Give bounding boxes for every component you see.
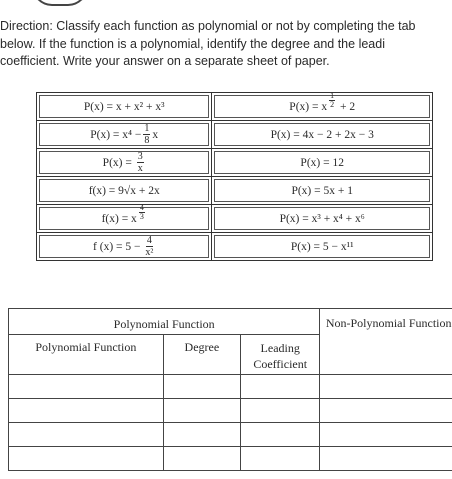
direction-line-3: coefficient. Write your answer on a separate sheet of paper. bbox=[0, 54, 330, 68]
table-row bbox=[37, 93, 433, 121]
table-row bbox=[37, 177, 433, 205]
answer-cell bbox=[320, 447, 452, 471]
answer-cell bbox=[9, 375, 164, 399]
directions-text bbox=[0, 18, 452, 71]
answer-cell bbox=[9, 399, 164, 423]
column-header-polynomial: Polynomial Function bbox=[9, 335, 164, 375]
column-header-leading-coefficient: Leading Coefficient bbox=[241, 335, 320, 375]
answer-cell bbox=[9, 447, 164, 471]
function-cell: P(x) = x⁴ − $\frac{1}{8}$ x bbox=[37, 121, 212, 149]
answer-cell bbox=[320, 375, 452, 399]
table-row bbox=[9, 399, 452, 423]
column-header-degree: Degree bbox=[163, 335, 240, 375]
function-cell: P(x) = x + x² + x³ bbox=[37, 93, 212, 121]
function-cell: f(x) = 9√x + 2x bbox=[37, 177, 212, 205]
function-cell: f (x) = 5 − $\frac{4}{\text{x²}}$ bbox=[37, 233, 212, 261]
function-cell: P(x) = $\frac{3}{x}$ bbox=[37, 149, 212, 177]
function-cell: P(x) = x³ + x⁴ + x⁶ bbox=[212, 205, 433, 233]
direction-line-1: Direction: Classify each function as polynomial or not by completing the tab bbox=[0, 19, 416, 33]
answer-cell bbox=[241, 447, 320, 471]
table-row bbox=[9, 447, 452, 471]
table-row bbox=[37, 121, 433, 149]
function-cell: P(x) = 5 − x¹¹ bbox=[212, 233, 433, 261]
functions-table bbox=[36, 92, 433, 261]
function-cell: P(x) = 5x + 1 bbox=[212, 177, 433, 205]
answer-cell bbox=[320, 399, 452, 423]
function-cell: P(x) = 4x − 2 + 2x − 3 bbox=[212, 121, 433, 149]
table-row bbox=[9, 309, 452, 335]
answer-cell bbox=[241, 423, 320, 447]
non-polynomial-header: Non-Polynomial Function bbox=[320, 309, 452, 375]
answer-cell bbox=[320, 423, 452, 447]
answer-cell bbox=[241, 375, 320, 399]
table-row bbox=[9, 375, 452, 399]
answer-cell bbox=[163, 375, 240, 399]
direction-line-2: below. If the function is a polynomial, identify the degree and the leadi bbox=[0, 36, 385, 51]
header-logo bbox=[32, 0, 88, 6]
table-row bbox=[37, 149, 433, 177]
function-cell: P(x) = 12 bbox=[212, 149, 433, 177]
function-cell: P(x) = x $\frac{1}{2}$ + 2 bbox=[212, 93, 433, 121]
answer-cell bbox=[241, 399, 320, 423]
answer-cell bbox=[163, 447, 240, 471]
table-row bbox=[9, 423, 452, 447]
answer-cell bbox=[9, 423, 164, 447]
table-row bbox=[37, 233, 433, 261]
answer-table bbox=[8, 308, 452, 471]
function-cell: f(x) = x $\frac{4}{3}$ bbox=[37, 205, 212, 233]
answer-cell bbox=[163, 423, 240, 447]
table-row bbox=[37, 205, 433, 233]
answer-cell bbox=[163, 399, 240, 423]
polynomial-group-header: Polynomial Function bbox=[9, 309, 320, 335]
